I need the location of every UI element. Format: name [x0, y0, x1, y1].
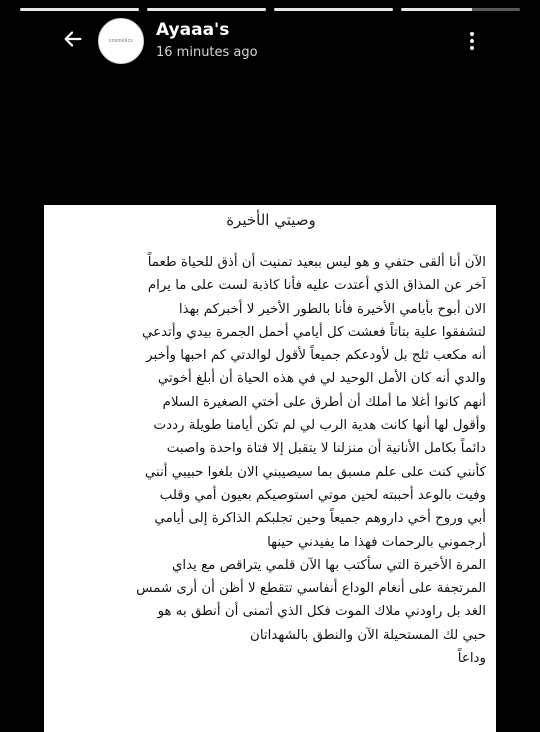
- post-line: دائماً بكامل الأنانية أن منزلنا لا يتقبل إلا فتاة واحدة واصبت: [166, 441, 486, 457]
- post-line: كأنني كنت على علم مسبق بما سيصيبني الان بلغوا حبيبي أنني: [144, 464, 486, 480]
- story-progress-segment: [274, 8, 393, 11]
- back-button[interactable]: [60, 28, 86, 54]
- more-vertical-icon: [470, 32, 474, 50]
- back-arrow-icon: [62, 28, 84, 54]
- post-line: المرتجفة على أنغام الوداع أنفاسي تتقطع لا أظن أن أرى شمس: [136, 581, 486, 597]
- post-line: والدي أنه كان الأمل الوحيد لي في هذه الحياة أن أبلغ أخوتي: [157, 371, 486, 387]
- story-progress-fill: [147, 8, 266, 11]
- avatar-logo-text: cosmetics: [108, 38, 134, 44]
- post-line: وأقول لها أنها كانت هدية الرب لي لم تكن أيامنا طويلة رددت: [153, 418, 486, 434]
- post-line: الان أبوح بأيامي الأخيرة فأنا بالطور الأخير لا أخبركم بهذا: [178, 301, 486, 317]
- story-progress-bars: [20, 8, 520, 11]
- story-progress-segment: [20, 8, 139, 11]
- story-progress-segment: [401, 8, 520, 11]
- story-header: [0, 18, 540, 64]
- user-name[interactable]: Ayaaa's: [156, 20, 230, 40]
- post-line: المرة الأخيرة التي سأكتب بها الآن قلمي يتراقص مع يداي: [171, 557, 486, 573]
- post-line: لتشفقوا علية بتاتاً فعشت كل أيامي أحمل الجمرة بيدي وأتدعي: [141, 324, 486, 340]
- post-line: حبي لك المستحيلة الآن والنطق بالشهداتان: [250, 627, 486, 643]
- post-line: أنه مكعب ثلج بل لأودعكم جميعاً لأقول لوالدتي كم احبها وأخبر: [146, 348, 486, 364]
- story-progress-fill: [401, 8, 472, 11]
- post-line: وفيت بالوعد أحببته لحين موتي استوصيكم بعيون أمي وقلب: [159, 487, 486, 503]
- avatar[interactable]: [98, 18, 144, 64]
- post-line: أرجموني بالرحمات فهذا ما يفيدني حينها: [267, 534, 486, 550]
- post-title: وصيتي الأخيرة: [226, 211, 316, 229]
- post-body: [56, 251, 486, 670]
- story-image-card: [44, 205, 496, 732]
- story-progress-fill: [20, 8, 139, 11]
- post-timestamp: 16 minutes ago: [156, 45, 258, 60]
- more-options-button[interactable]: [462, 28, 482, 54]
- story-progress-fill: [274, 8, 393, 11]
- post-line: أبي وروح أخي داروهم جميعاً وحين تجلبكم الذاكرة إلى أيامي: [154, 511, 486, 527]
- story-progress-segment: [147, 8, 266, 11]
- post-line: الغد بل راودني ملاك الموت فكل الذي أتمنى أن أنطق به هو: [157, 604, 486, 620]
- post-line: أنهم كانوا أغلا ما أملك أن أطرق على أختي الصغيرة السلام: [162, 394, 486, 410]
- post-line: آخر عن المذاق الذي أعتدت عليه فأنا كاذبة لست على ما يرام: [147, 278, 486, 294]
- post-line: الآن أنا ألقى حتفي و هو ليس ببعيد تمنيت أن أذق للحياة طعماً: [147, 255, 486, 270]
- post-line: وداعاً: [457, 651, 486, 667]
